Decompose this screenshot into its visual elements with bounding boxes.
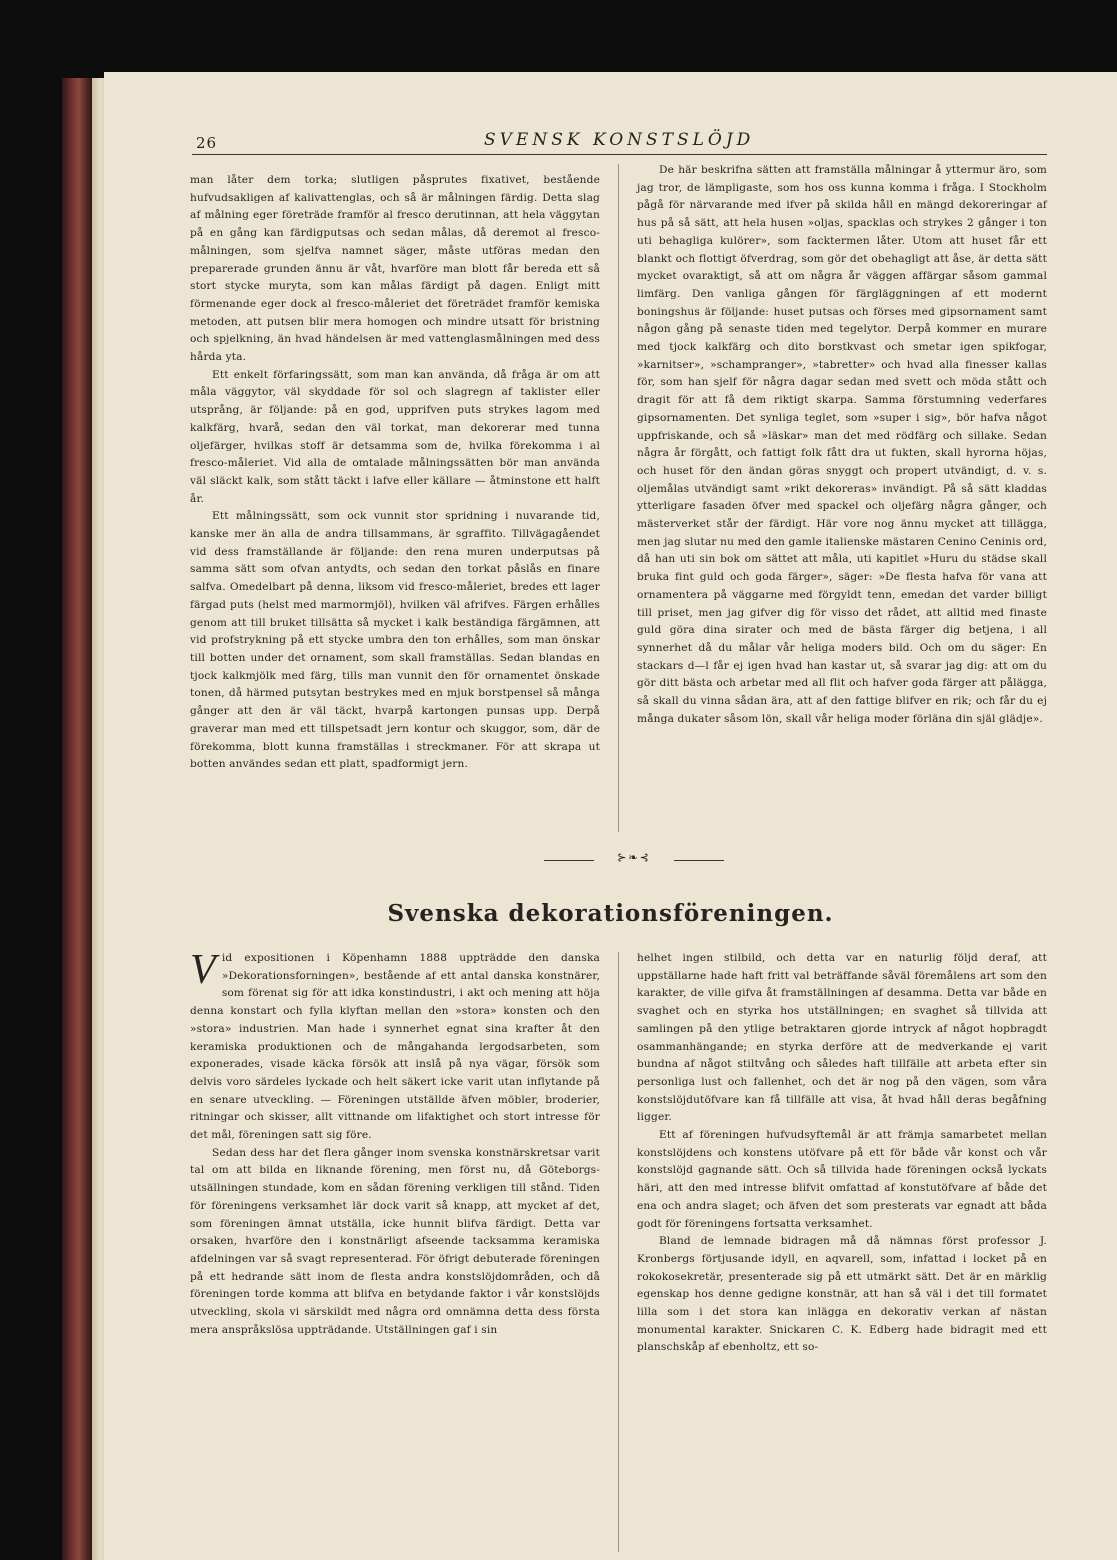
article2-column-left xyxy=(190,947,600,1339)
paragraph-text: id expositionen i Köpenhamn 1888 uppträdde den danska »Dekorationsforningen», bestående af ett antal danska konstnärer, som förenat sig för att idka konstindustri, i akt och mening att höja denna konstart och fylla klyftan mellan den »stora» konsten och den »stora» industrien. Man hade i synnerhet egnat sina krafter åt den keramiska produktionen och de mångahanda lergodsarbeten, som exponerades, visade käcka försök att inslå på nya vägar, försök som delvis voro särdeles lyckade och helt säkert icke varit utan inflytande på en senare utveckling. — Föreningen utställde äfven möbler, broderier, ritningar och skisser, allt vittnande om lifaktighet och stort intresse för det mål, föreningen satt sig före. xyxy=(190,952,600,1142)
page-number: 26 xyxy=(196,134,218,152)
paragraph: Ett af föreningen hufvudsyftemål är att främja samarbetet mellan konstslöjdens och konstens utöfvare på ett för både vår konst och vår konstslöjd gagnande sätt. Och så tillvida hade föreningen också lyckats häri, att den med intresse blifvit omfattad af konstutöfvare af både det ena och andra slaget; och äfven det som presterats var egnadt att båda godt för föreningens fortsatta verksamhet. xyxy=(637,1129,1047,1230)
drop-cap: V xyxy=(190,947,216,993)
book-spine xyxy=(62,78,92,1560)
column-divider xyxy=(618,164,619,832)
article1-column-left xyxy=(190,172,600,774)
paragraph: Sedan dess har det flera gånger inom svenska konstnärskretsar varit tal om att bilda en liknande förening, men först nu, då Göteborgs-utsällningen stundade, kom en sådan förening verkligen till stånd. Tiden för föreningens verksamhet lär dock varit så knapp, att mycket af det, som föreningen ämnat utställa, icke hunnit blifva färdigt. Detta var orsaken, hvarföre den i konstnärligt afseende tacksamma keramiska afdelningen var så svagt representerad. För öfrigt debuterade föreningen på ett hedrande sätt inom de flesta andra konstslöjdområden, och då föreningen torde komma att blifva en betydande faktor i vår konstslöjds utveckling, skola vi särskildt med några ord omnämna detta dess första mera anspråkslösa uppträdande. Utställningen gaf i sin xyxy=(190,1146,600,1336)
paragraph xyxy=(190,947,600,1145)
article-title: Svenska dekorationsföreningen. xyxy=(387,900,834,927)
article1-column-right xyxy=(637,162,1047,729)
paragraph: De här beskrifna sätten att framställa målningar å yttermur äro, som jag tror, de lämpligaste, som hos oss kunna komma i fråga. I Stockholm pågå för närvarande med ifver på skilda håll en mängd dekoreringar af hus på så sätt, att hela husen »oljas, spacklas och strykes 2 gånger i ton uti behagliga kulörer», som facktermen låter. Utom att huset får ett blankt och flottigt öfverdrag, som gör det obehagligt att åse, är detta sätt mycket ovaraktigt, så att om några år väggen affärgar såsom gammal limfärg. Den vanliga gången för färgläggningen af ett modernt boningshus är följande: huset putsas och förses med gipsornament samt någon gång på senaste tiden med tegelytor. Derpå kommer en murare med tjock kalkfärg och dito borstkvast och smetar igen spikfogar, »karnitser», »schampranger», »tabretter» och hvad alla finesser kallas för, som han sjelf för några dagar sedan med svett och möda stått och dragit för att få dem riktigt skarpa. Samma förstumning vederfares gipsornamenten. Det synliga teglet, som »super i sig», bör hafva något uppfriskande, och så »läskar» man det med rödfärg och sillake. Sedan några år förgått, och fattigt folk fått dra ut fukten, skall hyrorna höjas, och huset för den ändan göras snyggt och propert utvändigt, d. v. s. oljemålas utvändigt samt »rikt dekoreras» invändigt. På så sätt kladdas ytterligare fasaden öfver med spackel och oljefärg några gånger, och mästerverket står der färdigt. Här vore nog ännu mycket att tillägga, men jag slutar nu med den gamle italienske mästaren Cenino Ceninis ord, då han uti sin bok om sättet att måla, uti kapitlet »Huru du städse skall bruka fint guld och goda färger», säger: »De flesta hafva för vana att ornamentera på väggarne med förgyldt tenn, emedan det varder billigt till priset, men jag gifver dig för visso det rådet, att alltid med finaste guld göra dina sirater och med de bästa färger dig betjena, i all synnerhet då du målar vår heliga moders bild. Och om du säger: En stackars d—l får ej igen hvad han kastar ut, så svarar jag dig: att om du gör ditt bästa och arbetar med all flit och hafver goda färger att pålägga, så skall du vinna sådan ära, att af den fattige blifver en rik; och får du ej många dukater såsom lön, skall vår heliga moder förläna din själ glädje». xyxy=(637,164,1048,725)
header-rule xyxy=(192,154,1047,155)
ornament-glyph: ⊱❧⊰ xyxy=(617,851,651,864)
paragraph: helhet ingen stilbild, och detta var en naturlig följd deraf, att uppställarne hade haft fritt val beträffande såväl föremålens art som den karakter, de ville gifva åt framställningen af desamma. Detta var både en svaghet och en styrka hos utställningen; en svaghet så tillvida att samlingen på den ytlige betraktaren gjorde intryck af något hopbragdt osammanhängande; en styrka derföre att de medverkande ej varit bundna af något stiltvång och således haft tillfälle att arbeta efter sin personliga lust och fallenhet, och det är nog på den vägen, som våra konstslöjdutöfvare kan få tillfälle att visa, åt hvad håll deras begåfning ligger. xyxy=(637,952,1047,1124)
paragraph: Ett enkelt förfaringssätt, som man kan använda, då fråga är om att måla väggytor, väl skyddade för sol och slagregn af taklister eller utsprång, är följande: på en god, upprifven puts strykes lagom med kalkfärg, hvarå, sedan den väl torkat, man dekorerar med tunna oljefärger, hvilkas stoff är detsamma som de, hvilka förekomma i al fresco-måleriet. Vid alla de omtalade målningssätten bör man använda väl släckt kalk, som stått täckt i lafve eller källare — åtminstone ett halft år. xyxy=(190,368,600,505)
section-ornament xyxy=(544,851,724,868)
article2-column-right xyxy=(637,950,1047,1357)
column-divider xyxy=(618,952,619,1552)
page xyxy=(104,72,1117,1560)
paragraph: Bland de lemnade bidragen må då nämnas först professor J. Kronbergs förtjusande idyll, en aqvarell, som, infattad i locket på en rokokosekretär, presenterade sig på ett utmärkt sätt. Det är en märklig egenskap hos denne gedigne konstnär, att han så väl i det till formatet lilla som i det stora kan inlägga en dekorativ verkan af nästan monumental karakter. Snickaren C. K. Edberg hade bidragit med ett planschskåp af ebenholtz, ett so- xyxy=(637,1235,1047,1354)
paragraph: Ett målningssätt, som ock vunnit stor spridning i nuvarande tid, kanske mer än alla de andra tillsammans, är sgraffito. Tillvägagåendet vid dess framställande är följande: den rena muren underputsas på samma sätt som ofvan antydts, och sedan den torkat påslås en finare salfva. Omedelbart på denna, liksom vid fresco-måleriet, bredes ett lager färgad puts (helst med marmormjöl), hvilken väl afrifves. Färgen erhålles genom att till bruket tillsätta så mycket i kalk beständiga färgämnen, att vid profstrykning på ett stycke umbra den ton erhålles, som man önskar till botten under det ornament, som skall framställas. Sedan blandas en tjock kalkmjölk med färg, tills man vunnit den för ornamentet önskade tonen, då härmed putsytan bestrykes med en mjuk borstpensel så många gånger att den är väl täckt, hvarpå kartongen punsas upp. Derpå graverar man med ett tillspetsadt jern kontur och skuggor, som, där de förekomma, blott kunna framställas i streckmaner. För att skrapa ut botten användes sedan ett platt, spadformigt jern. xyxy=(190,510,600,771)
running-head: SVENSK KONSTSLÖJD xyxy=(484,130,755,150)
paragraph: man låter dem torka; slutligen påsprutes fixativet, bestående hufvudsakligen af kalivattenglas, och så är målningen färdig. Detta slag af målning eger företräde framför al fresco derutinnan, att hela väggytan på en gång kan färdigputsas och sedan målas, då deremot al fresco-målningen, som sjelfva namnet säger, måste utföras medan den preparerade grunden ännu är våt, hvarföre man blott får bereda ett så stort stycke muryta, som kan målas färdigt på dagen. Enligt mitt förmenande eger dock al fresco-måleriet det företrädet framför kemiska metoden, att putsen blir mera homogen och mindre utsatt för bristning och spjelkning, än hvad händelsen är med vattenglasmålningen med dess hårda yta. xyxy=(190,174,600,364)
